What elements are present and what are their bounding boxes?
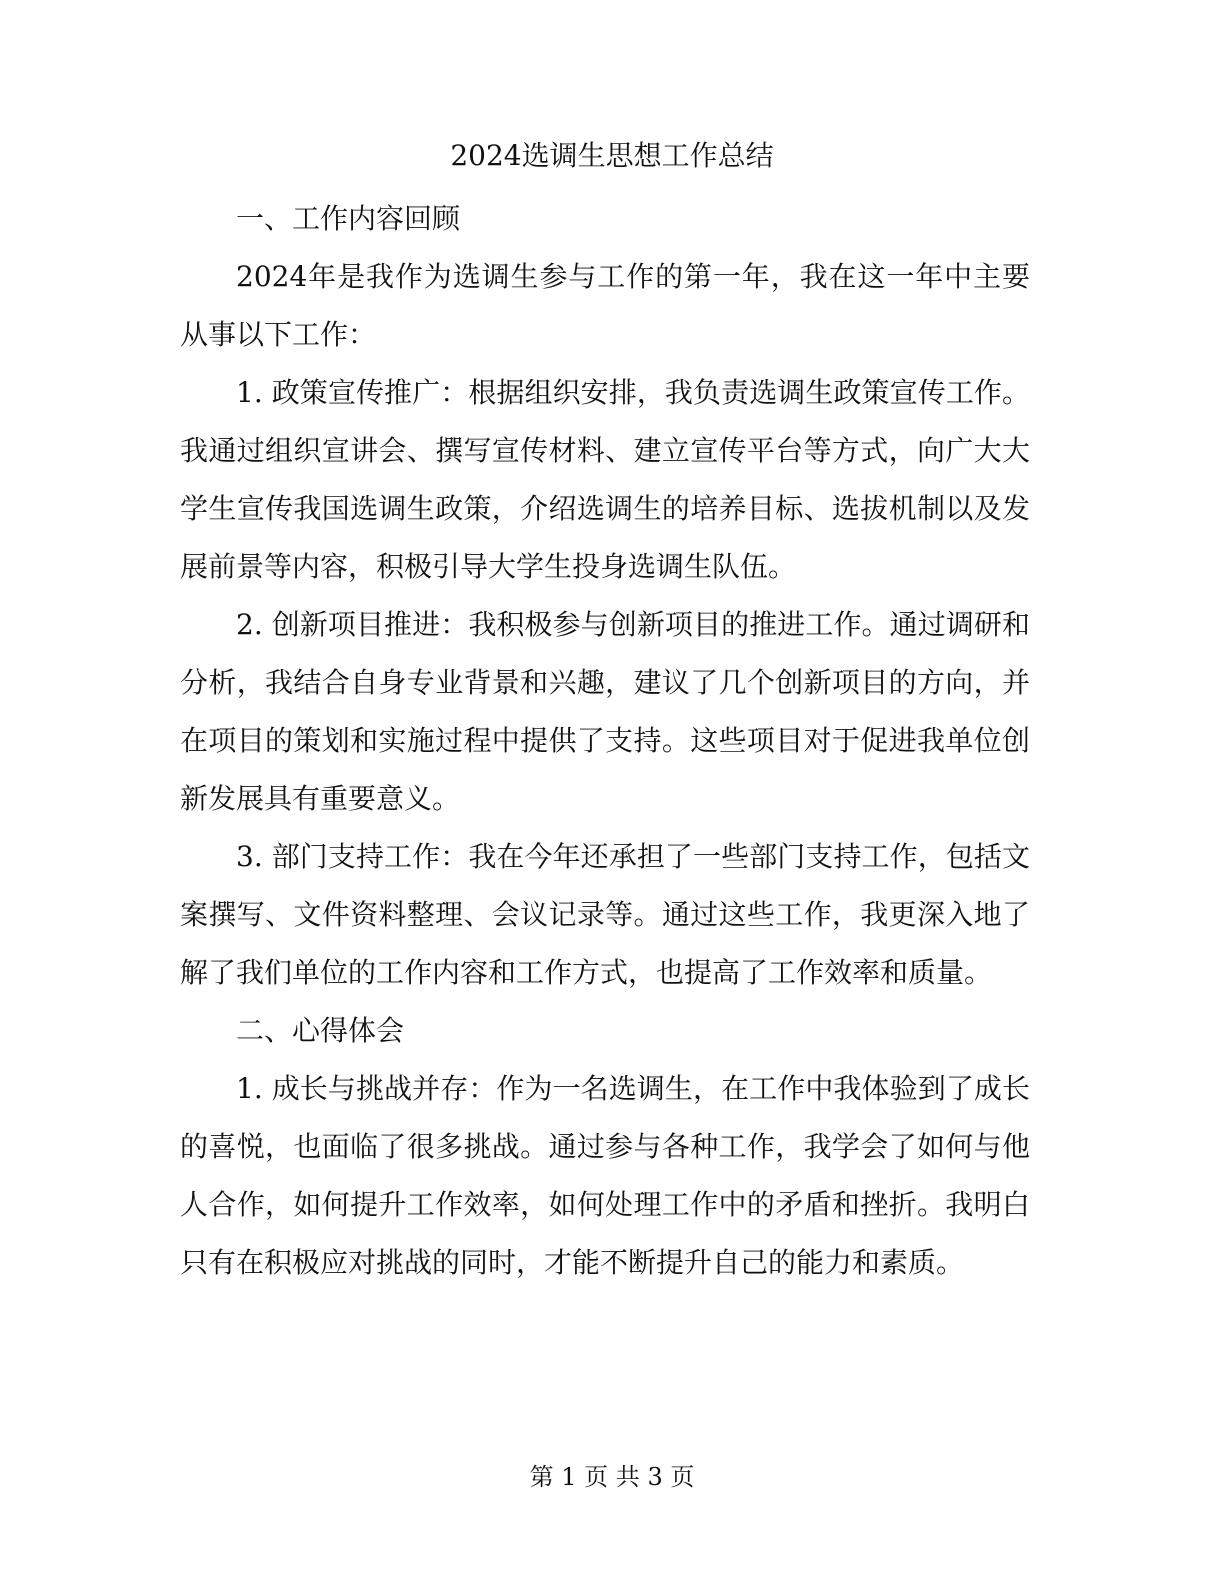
item-department-support: 3. 部门支持工作：我在今年还承担了一些部门支持工作，包括文案撰写、文件资料整理、会议记录等。通过这些工作，我更深入地了解了我们单位的工作内容和工作方式，也提高了工作效率和质量。 bbox=[180, 840, 1030, 989]
item-growth-challenges: 1. 成长与挑战并存：作为一名选调生，在工作中我体验到了成长的喜悦，也面临了很多挑战。通过参与各种工作，我学会了如何与他人合作，如何提升工作效率，如何处理工作中的矛盾和挫折。我明白只有在积极应对挑战的同时，才能不断提升自己的能力和素质。 bbox=[180, 1072, 1030, 1279]
section-heading-insights: 二、心得体会 bbox=[236, 1014, 405, 1047]
section-heading-review: 一、工作内容回顾 bbox=[236, 202, 461, 235]
document-title: 2024选调生思想工作总结 bbox=[450, 139, 774, 172]
item-innovation-projects: 2. 创新项目推进：我积极参与创新项目的推进工作。通过调研和分析，我结合自身专业背景和兴趣，建议了几个创新项目的方向，并在项目的策划和实施过程中提供了支持。这些项目对于促进我单位创新发展具有重要意义。 bbox=[180, 608, 1030, 815]
intro-paragraph: 2024年是我作为选调生参与工作的第一年，我在这一年中主要从事以下工作： bbox=[180, 260, 1030, 351]
item-policy-promotion: 1. 政策宣传推广：根据组织安排，我负责选调生政策宣传工作。我通过组织宣讲会、撰写宣传材料、建立宣传平台等方式，向广大大学生宣传我国选调生政策，介绍选调生的培养目标、选拔机制以及发展前景等内容，积极引导大学生投身选调生队伍。 bbox=[180, 376, 1030, 583]
page-footer: 第 1 页 共 3 页 bbox=[529, 1463, 695, 1491]
document-body bbox=[180, 190, 1030, 1292]
